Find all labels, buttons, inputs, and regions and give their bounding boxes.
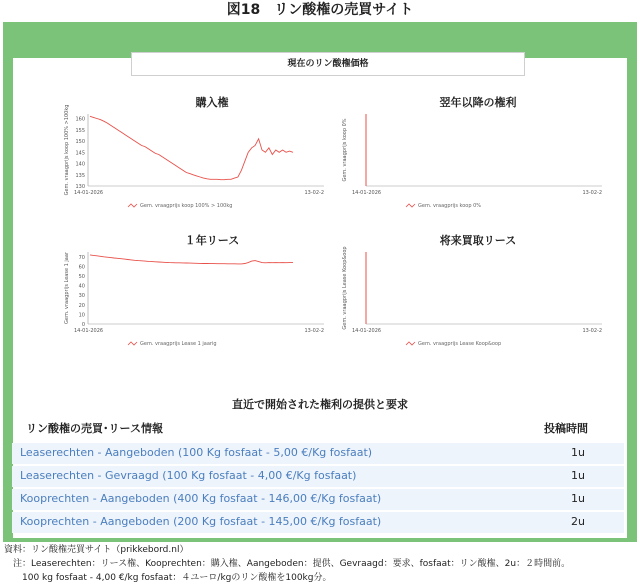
legend-swatch: [406, 204, 415, 207]
offer-row[interactable]: [12, 443, 624, 464]
y-axis-label: Gem. vraagprijs koop 0%: [342, 118, 348, 182]
offer-time: 2u: [571, 515, 585, 528]
y-tick-label: 155: [75, 127, 85, 134]
y-tick-label: 60: [78, 264, 85, 271]
legend-label: Gem. vraagprijs Lease 1 jaarig: [140, 341, 217, 347]
offer-time: 1u: [571, 446, 585, 459]
chart-title-lease: １年リース: [184, 234, 240, 247]
y-axis-label: Gem. vraagprijs Lease Koop&oop: [342, 246, 348, 330]
chart-purchase: [60, 106, 330, 218]
y-tick-label: 20: [78, 302, 85, 309]
legend-label: Gem. vraagprijs Lease Koop&oop: [418, 341, 502, 347]
x-tick-label: 14-01-2026: [74, 190, 104, 196]
offer-row[interactable]: [12, 489, 624, 510]
offer-link[interactable]: Kooprechten - Aangeboden (400 Kg fosfaat - 146,00 €/Kg fosfaat): [20, 492, 382, 505]
chart-buyback: [338, 244, 608, 356]
x-tick-label: 14-01-2026: [74, 328, 104, 334]
chart-future: [338, 106, 608, 218]
y-tick-label: 145: [75, 150, 85, 157]
y-tick-label: 50: [78, 274, 85, 280]
legend-label: Gem. vraagprijs koop 0%: [418, 203, 482, 209]
chart-lease: [60, 244, 330, 356]
offer-time: 1u: [571, 492, 585, 505]
y-tick-label: 0: [81, 322, 85, 328]
y-axis-label: Gem. vraagprijs koop 100% >100kg: [64, 104, 70, 196]
example-note: 100 kg fosfaat - 4,00 €/kg fosfaat：４ユーロ/kgのリン酸権を100kg分。: [4, 573, 332, 583]
current-prices-bar: 現在のリン酸権価格: [131, 52, 525, 76]
x-tick-label: 13-02-2: [304, 328, 324, 334]
chart-title-purchase: 購入権: [195, 96, 229, 109]
source-note: 資料：リン酸権売買サイト（prikkebord.nl）: [4, 545, 189, 555]
y-tick-label: 140: [75, 161, 85, 168]
legend-swatch: [128, 204, 137, 207]
series-line: [90, 255, 293, 264]
offers-col-info: リン酸権の売買･リース情報: [26, 422, 163, 435]
offer-time: 1u: [571, 469, 585, 482]
chart-title-buyback: 将来買取リース: [439, 234, 517, 247]
offer-row[interactable]: [12, 466, 624, 487]
offer-row[interactable]: [12, 512, 624, 533]
legend-swatch: [406, 342, 415, 345]
legend-label: Gem. vraagprijs koop 100% > 100kg: [140, 203, 233, 209]
offer-link[interactable]: Leaserechten - Gevraagd (100 Kg fosfaat - 4,00 €/Kg fosfaat): [20, 469, 357, 482]
offers-col-time: 投稿時間: [544, 422, 588, 435]
x-tick-label: 13-02-2: [582, 190, 602, 196]
x-tick-label: 14-01-2026: [352, 190, 382, 196]
y-tick-label: 160: [75, 116, 85, 123]
legend-swatch: [128, 342, 137, 345]
offer-link[interactable]: Leaserechten - Aangeboden (100 Kg fosfaat - 5,00 €/Kg fosfaat): [20, 446, 373, 459]
series-line: [90, 116, 293, 179]
chart-title-future: 翌年以降の権利: [439, 96, 517, 109]
y-tick-label: 135: [75, 172, 85, 179]
figure-title: 図18 リン酸権の売買サイト: [226, 2, 414, 18]
y-tick-label: 130: [75, 184, 85, 190]
y-tick-label: 150: [75, 139, 85, 145]
offer-link[interactable]: Kooprechten - Aangeboden (200 Kg fosfaat - 145,00 €/Kg fosfaat): [20, 515, 382, 528]
x-tick-label: 13-02-2: [304, 190, 324, 196]
x-tick-label: 13-02-2: [582, 328, 602, 334]
y-tick-label: 30: [78, 293, 85, 300]
glossary-note: 注：Leaserechten：リース権、Kooprechten：購入権、Aangeboden：提供、Gevraagd：要求、fosfaat：リン酸権、2u：２時間前。: [4, 559, 571, 569]
y-tick-label: 70: [78, 254, 85, 261]
offers-section-title: 直近で開始された権利の提供と要求: [232, 398, 408, 411]
y-axis-label: Gem. vraagprijs Lease 1 jaar: [64, 252, 70, 324]
y-tick-label: 10: [78, 312, 85, 319]
x-tick-label: 14-01-2026: [352, 328, 382, 334]
y-tick-label: 40: [78, 283, 85, 290]
